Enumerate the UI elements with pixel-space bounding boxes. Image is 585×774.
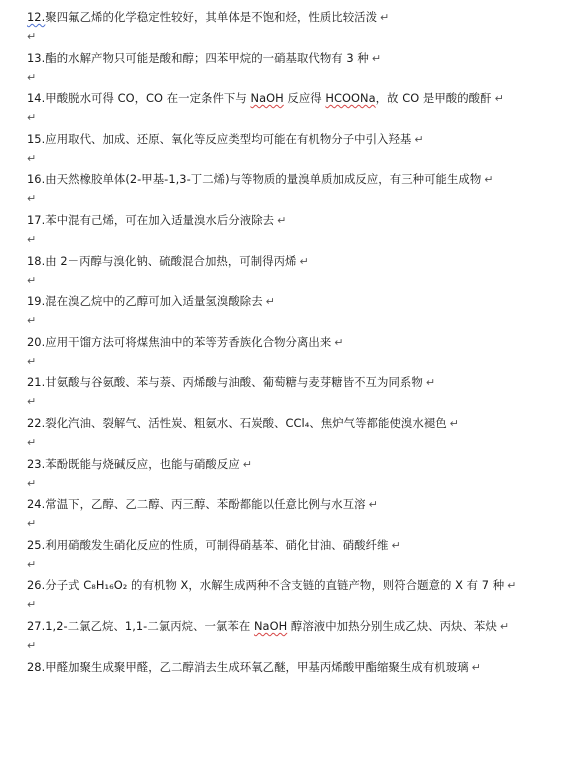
- question-line: [27, 254, 309, 269]
- paragraph-mark-icon: ↵: [27, 395, 37, 409]
- line-text: 15.应用取代、加成、还原、氧化等反应类型均可能在有机物分子中引入羟基: [27, 131, 412, 146]
- paragraph-mark-icon: ↵: [391, 538, 401, 552]
- paragraph-mark-icon: ↵: [27, 557, 37, 571]
- paragraph-mark-icon: ↵: [277, 214, 287, 227]
- flagged-term: NaOH: [253, 619, 288, 633]
- question-line: [27, 294, 275, 309]
- paragraph-mark-icon: ↵: [299, 254, 309, 268]
- line-text: 反应得: [283, 91, 326, 106]
- paragraph-mark-icon: ↵: [27, 192, 37, 206]
- paragraph-mark-icon: ↵: [27, 517, 37, 531]
- paragraph-mark-icon: ↵: [484, 173, 494, 187]
- paragraph-mark-icon: ↵: [27, 233, 37, 246]
- question-line: [27, 51, 381, 66]
- question-line: [27, 660, 481, 675]
- line-text: 24.常温下，乙醇、乙二醇、丙三醇、苯酚都能以任意比例与水互溶: [27, 497, 366, 512]
- paragraph-mark-icon: ↵: [334, 335, 344, 349]
- question-line: [27, 457, 252, 472]
- line-text: 12.: [27, 10, 46, 24]
- question-line: [27, 213, 286, 228]
- line-text: ，故 CO 是甲酸的酸酐: [375, 91, 492, 106]
- paragraph-mark-icon: ↵: [27, 273, 37, 287]
- line-text: 25.利用硝酸发生硝化反应的性质，可制得硝基苯、硝化甘油、硝酸纤维: [27, 537, 389, 552]
- flagged-term: HCOONa: [325, 91, 376, 106]
- line-text: 22.裂化汽油、裂解气、活性炭、粗氨水、石炭酸、CCl₄、焦炉气等都能使溴水褪色: [27, 416, 447, 430]
- paragraph-mark-icon: ↵: [27, 111, 37, 125]
- paragraph-mark-icon: ↵: [27, 476, 37, 490]
- paragraph-mark-icon: ↵: [380, 11, 390, 24]
- line-text: 20.应用干馏方法可将煤焦油中的苯等芳香族化合物分离出来: [27, 334, 332, 349]
- question-line: [27, 416, 459, 431]
- question-line: [27, 10, 389, 25]
- paragraph-mark-icon: ↵: [265, 295, 275, 309]
- flagged-term: NaOH: [250, 91, 284, 106]
- paragraph-mark-icon: ↵: [494, 92, 504, 106]
- line-text: 23.苯酚既能与烧碱反应，也能与硝酸反应: [27, 456, 240, 471]
- paragraph-mark-icon: ↵: [27, 639, 37, 652]
- paragraph-mark-icon: ↵: [27, 151, 37, 165]
- question-line: [27, 619, 509, 634]
- paragraph-mark-icon: ↵: [507, 579, 517, 593]
- line-text: 27.1,2-二氯乙烷、1,1-二氯丙烷、一氯苯在: [27, 619, 254, 633]
- paragraph-mark-icon: ↵: [425, 376, 436, 390]
- paragraph-mark-icon: ↵: [414, 132, 424, 146]
- paragraph-mark-icon: ↵: [27, 436, 37, 449]
- question-line: [27, 538, 401, 553]
- paragraph-mark-icon: ↵: [242, 457, 253, 471]
- paragraph-mark-icon: ↵: [449, 417, 459, 430]
- question-line: [27, 578, 516, 593]
- line-text: 21.甘氨酸与谷氨酸、苯与萘、丙烯酸与油酸、葡萄糖与麦芽糖皆不互为同系物: [27, 375, 423, 390]
- paragraph-mark-icon: ↵: [27, 354, 37, 368]
- line-text: 26.分子式 C₈H₁₆O₂ 的有机物 X，水解生成两种不含支链的直链产物，则符合题意的 X 有 7 种: [27, 578, 505, 593]
- paragraph-mark-icon: ↵: [371, 51, 382, 65]
- line-text: 19.混在溴乙烷中的乙醇可加入适量氢溴酸除去: [27, 294, 263, 309]
- paragraph-mark-icon: ↵: [27, 314, 37, 328]
- paragraph-mark-icon: ↵: [471, 660, 481, 674]
- line-text: 18.由 2－丙醇与溴化钠、硫酸混合加热，可制得丙烯: [27, 253, 297, 268]
- paragraph-mark-icon: ↵: [27, 70, 37, 84]
- question-line: [27, 172, 494, 187]
- line-text: 14.甲酸脱水可得 CO，CO 在一定条件下与: [27, 91, 251, 106]
- question-line: [27, 497, 378, 512]
- line-text: 16.由天然橡胶单体(2-甲基-1,3-丁二烯)与等物质的量溴单质加成反应，有三种可能生成物: [27, 172, 482, 187]
- line-text: 13.酯的水解产物只可能是酸和醇；四苯甲烷的一硝基取代物有 3 种: [27, 50, 369, 65]
- line-text: 醇溶液中加热分别生成乙炔、丙炔、苯炔: [287, 619, 497, 633]
- question-line: [27, 132, 424, 147]
- paragraph-mark-icon: ↵: [368, 498, 378, 512]
- question-line: [27, 335, 344, 350]
- question-line: [27, 375, 435, 390]
- question-line: [27, 91, 504, 106]
- line-text: 聚四氟乙烯的化学稳定性较好，其单体是不饱和烃，性质比较活泼: [45, 10, 378, 24]
- paragraph-mark-icon: ↵: [27, 598, 37, 612]
- line-text: 17.苯中混有己烯，可在加入适量溴水后分液除去: [27, 213, 275, 227]
- paragraph-mark-icon: ↵: [27, 30, 37, 43]
- line-text: 28.甲醛加聚生成聚甲醛，乙二醇消去生成环氧乙醚，甲基丙烯酸甲酯缩聚生成有机玻璃: [27, 659, 469, 674]
- paragraph-mark-icon: ↵: [499, 620, 510, 633]
